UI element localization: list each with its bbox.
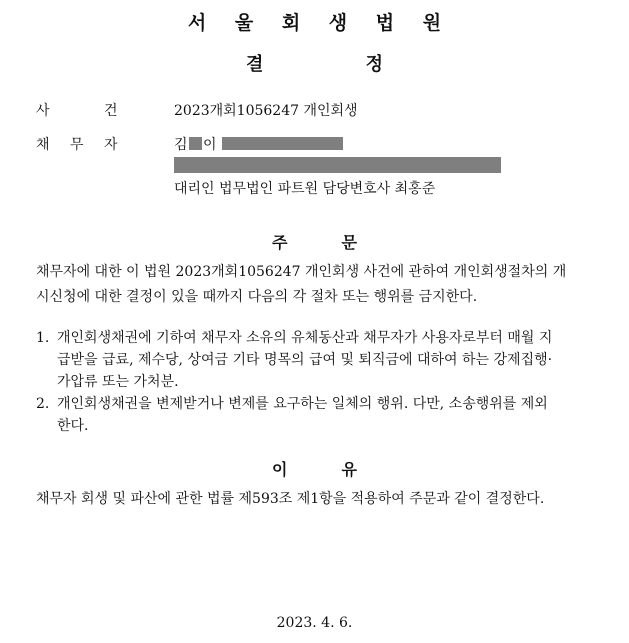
reason-heading — [0, 457, 629, 480]
order-item-line: 개인회생채권을 변제받거나 변제를 요구하는 일체의 행위. 다만, 소송행위를 제외 — [57, 396, 548, 412]
order-item-number: 1. — [36, 330, 50, 346]
case-label — [36, 100, 126, 120]
debtor-name-last: 이 — [203, 137, 217, 153]
decision-date: 2023. 4. 6. — [276, 615, 353, 631]
debtor-name-first: 김 — [174, 137, 188, 153]
order-item-line: 가압류 또는 가처분. — [57, 374, 179, 390]
redaction-block — [189, 137, 202, 150]
debtor-representative: 대리인 법무법인 파트원 담당변호사 최홍준 — [174, 181, 436, 197]
redaction-block — [222, 137, 343, 150]
order-heading — [0, 230, 629, 253]
case-label-char-1: 사 — [36, 103, 50, 119]
reason-heading-char-1: 이 — [272, 460, 288, 479]
order-item-line: 개인회생채권에 기하여 채무자 소유의 유체동산과 채무자가 사용자로부터 매월 지 — [57, 330, 553, 346]
redaction-block — [174, 157, 501, 173]
debtor-label — [36, 134, 126, 154]
order-item-line: 한다. — [57, 418, 89, 434]
order-item-line: 급받을 급료, 제수당, 상여금 기타 명목의 급여 및 퇴직금에 대하여 하는 강제집행· — [57, 352, 553, 368]
court-name: 서 울 회 생 법 원 — [187, 12, 453, 34]
case-label-char-2: 건 — [104, 103, 118, 119]
order-heading-char-1: 주 — [272, 233, 288, 252]
order-item-number: 2. — [36, 396, 50, 412]
reason-text: 채무자 회생 및 파산에 관한 법률 제593조 제1항을 적용하여 주문과 같이 결정한다. — [36, 491, 545, 507]
order-intro-line-2: 시신청에 대한 결정이 있을 때까지 다음의 각 절차 또는 행위를 금지한다. — [36, 289, 478, 305]
order-intro-line-1: 채무자에 대한 이 법원 2023개회1056247 개인회생 사건에 관하여 개인회생절차의 개 — [36, 264, 567, 280]
reason-heading-char-2: 유 — [341, 460, 357, 479]
debtor-label-char-3: 자 — [104, 137, 118, 153]
debtor-label-char-1: 채 — [36, 137, 50, 153]
case-number: 2023개회1056247 개인회생 — [174, 103, 358, 119]
document-title: 결 정 — [245, 54, 432, 75]
order-heading-char-2: 문 — [341, 233, 357, 252]
debtor-label-char-2: 무 — [70, 137, 84, 153]
